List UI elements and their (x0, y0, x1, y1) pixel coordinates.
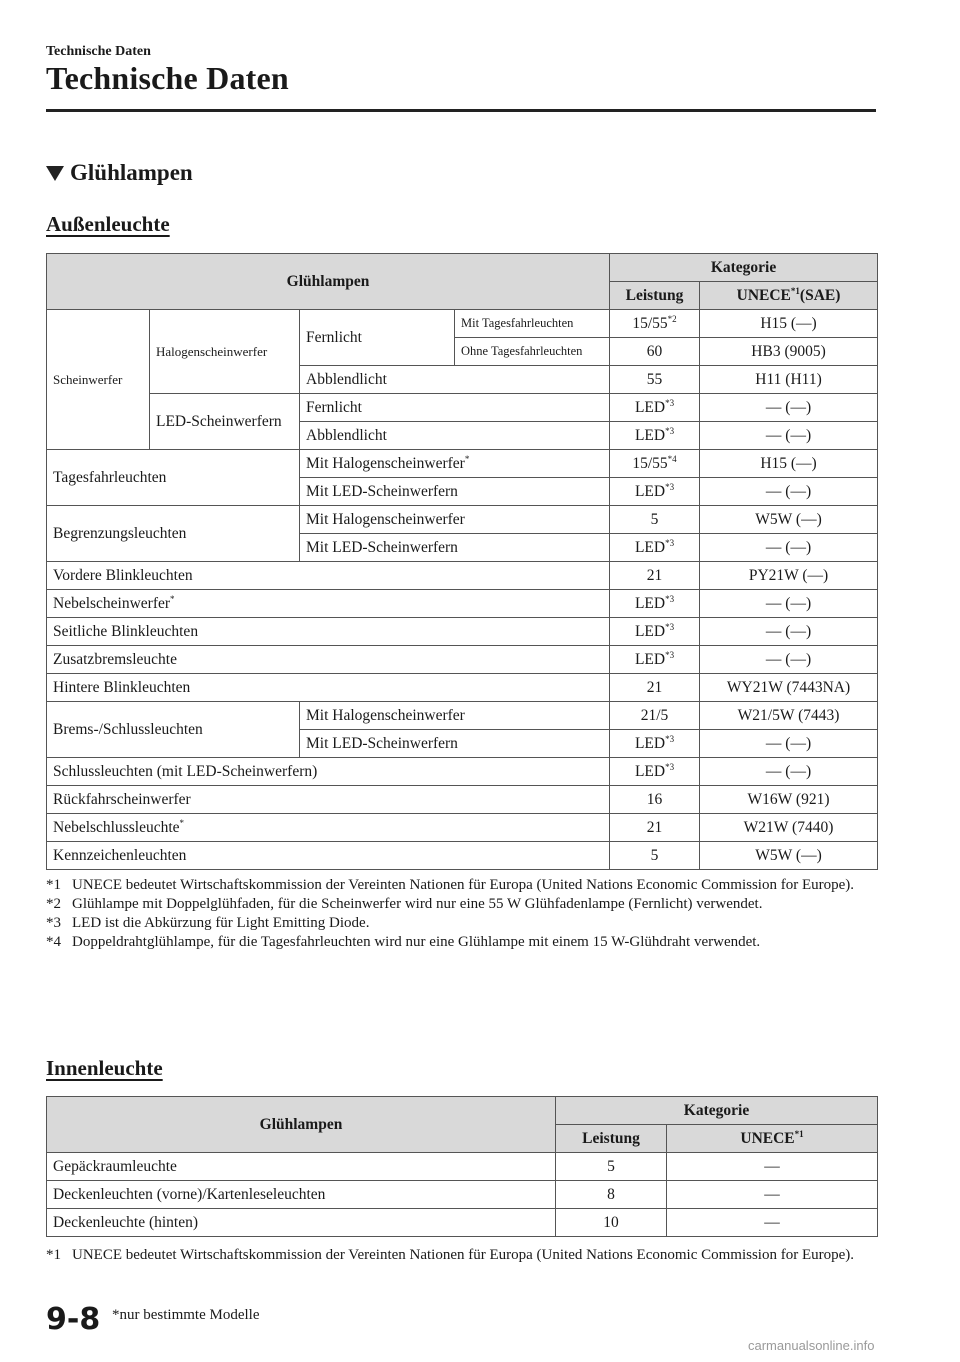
table-row (47, 1209, 878, 1237)
footnote: *4 Doppeldrahtglühlampe, für die Tagesfahrleuchten wird nur eine Glühlampe mit einem 15 W-Glühdraht verwendet. (46, 934, 761, 950)
cell-leistung: LED$^{*3}$ (610, 534, 700, 562)
footnote: *2 Glühlampe mit Doppelglühfaden, für die Scheinwerfer wird nur eine 55 W Glühfadenlampe (Fernlicht) verwendet. (46, 896, 763, 912)
cell-unece: W5W (—) (700, 506, 878, 534)
cell-unece: — (667, 1181, 878, 1209)
cell-unece: — (667, 1153, 878, 1181)
cell-mit-led: Mit LED-Scheinwerfern (300, 730, 610, 758)
cell-ohne-tfl: Ohne Tagesfahrleuchten (455, 338, 610, 366)
cell-mit-tfl: Mit Tagesfahrleuchten (455, 310, 610, 338)
page-number: 9-8 (46, 1302, 101, 1337)
cell-unece: W21W (7440) (700, 814, 878, 842)
table-innenleuchte (46, 1096, 878, 1237)
table-row (47, 702, 878, 730)
section-title: Technische Daten (46, 60, 289, 96)
cell-mit-halogen: Mit Halogenscheinwerfer (300, 702, 610, 730)
cell-nebelschluss: Nebelschlussleuchte* (47, 814, 610, 842)
cell-leistung: 15/55$^{*2}$ (610, 310, 700, 338)
footnote: *3 LED ist die Abkürzung für Light Emitting Diode. (46, 915, 370, 931)
col-header-kategorie: Kategorie (556, 1097, 878, 1125)
col-header-unece: UNECE$^{*1}$ (667, 1125, 878, 1153)
table-row (47, 394, 878, 422)
cell-leistung: LED$^{*3}$ (610, 758, 700, 786)
cell-leistung: 5 (610, 842, 700, 870)
table-row (47, 786, 878, 814)
triangle-down-icon (46, 166, 64, 181)
header-rule (46, 109, 876, 112)
table-row (47, 562, 878, 590)
col-header-unece: UNECE$^{*1}$(SAE) (700, 282, 878, 310)
table-row (47, 618, 878, 646)
table-row (47, 814, 878, 842)
cell-fernlicht: Fernlicht (300, 394, 610, 422)
cell-led-scheinwerfern: LED-Scheinwerfern (150, 394, 300, 450)
table-row (47, 1181, 878, 1209)
heading-innenleuchte: Innenleuchte (46, 1056, 163, 1080)
cell-leistung: 21/5 (610, 702, 700, 730)
cell-unece: — (—) (700, 618, 878, 646)
table-row (47, 310, 878, 338)
col-header-gluehlampen: Glühlampen (47, 254, 610, 310)
cell-brems-schluss: Brems-/Schlussleuchten (47, 702, 300, 758)
cell-seitliche-blink: Seitliche Blinkleuchten (47, 618, 610, 646)
cell-leistung: 15/55$^{*4}$ (610, 450, 700, 478)
cell-unece: WY21W (7443NA) (700, 674, 878, 702)
table-row (47, 590, 878, 618)
cell-nebelscheinwerfer: Nebelscheinwerfer* (47, 590, 610, 618)
table-row (47, 450, 878, 478)
table-row (47, 758, 878, 786)
cell-name: Gepäckraumleuchte (47, 1153, 556, 1181)
cell-hintere-blink: Hintere Blinkleuchten (47, 674, 610, 702)
cell-leistung: LED$^{*3}$ (610, 394, 700, 422)
cell-leistung: LED$^{*3}$ (610, 730, 700, 758)
cell-mit-led: Mit LED-Scheinwerfern (300, 534, 610, 562)
cell-unece: H15 (—) (700, 310, 878, 338)
table-row (47, 842, 878, 870)
cell-leistung: 5 (610, 506, 700, 534)
cell-vordere-blink: Vordere Blinkleuchten (47, 562, 610, 590)
cell-mit-halogen: Mit Halogenscheinwerfer* (300, 450, 610, 478)
cell-rueckfahr: Rückfahrscheinwerfer (47, 786, 610, 814)
cell-unece: — (—) (700, 478, 878, 506)
cell-leistung: 21 (610, 814, 700, 842)
cell-leistung: 8 (556, 1181, 667, 1209)
heading-aussenleuchte: Außenleuchte (46, 212, 170, 236)
cell-name: Deckenleuchte (hinten) (47, 1209, 556, 1237)
table-row (47, 506, 878, 534)
cell-leistung: 21 (610, 562, 700, 590)
col-header-leistung: Leistung (556, 1125, 667, 1153)
cell-kennzeichen: Kennzeichenleuchten (47, 842, 610, 870)
footer-note: *nur bestimmte Modelle (112, 1307, 260, 1323)
cell-leistung: 16 (610, 786, 700, 814)
cell-schluss-led: Schlussleuchten (mit LED-Scheinwerfern) (47, 758, 610, 786)
table-row (47, 646, 878, 674)
cell-begrenzungsleuchten: Begrenzungsleuchten (47, 506, 300, 562)
cell-abblendlicht: Abblendlicht (300, 366, 610, 394)
cell-leistung: LED$^{*3}$ (610, 590, 700, 618)
cell-unece: H11 (H11) (700, 366, 878, 394)
section-label-small: Technische Daten (46, 44, 151, 59)
cell-leistung: 10 (556, 1209, 667, 1237)
heading-gluehlampen (46, 160, 193, 186)
watermark: carmanualsonline.info (748, 1338, 875, 1353)
footnotes-innenleuchte (46, 1246, 876, 1265)
heading-gluehlampen-text: Glühlampen (70, 160, 193, 185)
footnotes-aussenleuchte (46, 876, 876, 952)
cell-fernlicht: Fernlicht (300, 310, 455, 366)
cell-unece: — (—) (700, 422, 878, 450)
cell-zusatzbremsleuchte: Zusatzbremsleuchte (47, 646, 610, 674)
cell-leistung: LED$^{*3}$ (610, 422, 700, 450)
cell-leistung: LED$^{*3}$ (610, 646, 700, 674)
cell-unece: W21/5W (7443) (700, 702, 878, 730)
table-row (47, 674, 878, 702)
cell-name: Deckenleuchten (vorne)/Kartenleseleuchten (47, 1181, 556, 1209)
cell-leistung: LED$^{*3}$ (610, 618, 700, 646)
cell-unece: — (—) (700, 394, 878, 422)
cell-leistung: LED$^{*3}$ (610, 478, 700, 506)
table-row (47, 1153, 878, 1181)
cell-unece: PY21W (—) (700, 562, 878, 590)
table-aussenleuchte (46, 253, 878, 870)
table-header-row (47, 254, 878, 282)
cell-tagesfahrleuchten: Tagesfahrleuchten (47, 450, 300, 506)
cell-scheinwerfer: Scheinwerfer (47, 310, 150, 450)
col-header-gluehlampen: Glühlampen (47, 1097, 556, 1153)
cell-unece: HB3 (9005) (700, 338, 878, 366)
footnote: *1 UNECE bedeutet Wirtschaftskommission der Vereinten Nationen für Europa (United Nations Economic Commission for Europe). (46, 877, 855, 893)
cell-mit-led: Mit LED-Scheinwerfern (300, 478, 610, 506)
footnote: *1 UNECE bedeutet Wirtschaftskommission der Vereinten Nationen für Europa (United Nations Economic Commission for Europe). (46, 1247, 855, 1263)
col-header-leistung: Leistung (610, 282, 700, 310)
cell-halogen: Halogenscheinwerfer (150, 310, 300, 394)
cell-abblendlicht: Abblendlicht (300, 422, 610, 450)
cell-unece: — (—) (700, 646, 878, 674)
cell-unece: H15 (—) (700, 450, 878, 478)
cell-leistung: 60 (610, 338, 700, 366)
cell-unece: — (—) (700, 590, 878, 618)
cell-unece: — (—) (700, 534, 878, 562)
col-header-kategorie: Kategorie (610, 254, 878, 282)
table-header-row (47, 1097, 878, 1125)
cell-unece: — (—) (700, 730, 878, 758)
cell-unece: W16W (921) (700, 786, 878, 814)
cell-unece: — (—) (700, 758, 878, 786)
cell-mit-halogen: Mit Halogenscheinwerfer (300, 506, 610, 534)
cell-unece: — (667, 1209, 878, 1237)
cell-leistung: 5 (556, 1153, 667, 1181)
cell-leistung: 55 (610, 366, 700, 394)
cell-leistung: 21 (610, 674, 700, 702)
cell-unece: W5W (—) (700, 842, 878, 870)
